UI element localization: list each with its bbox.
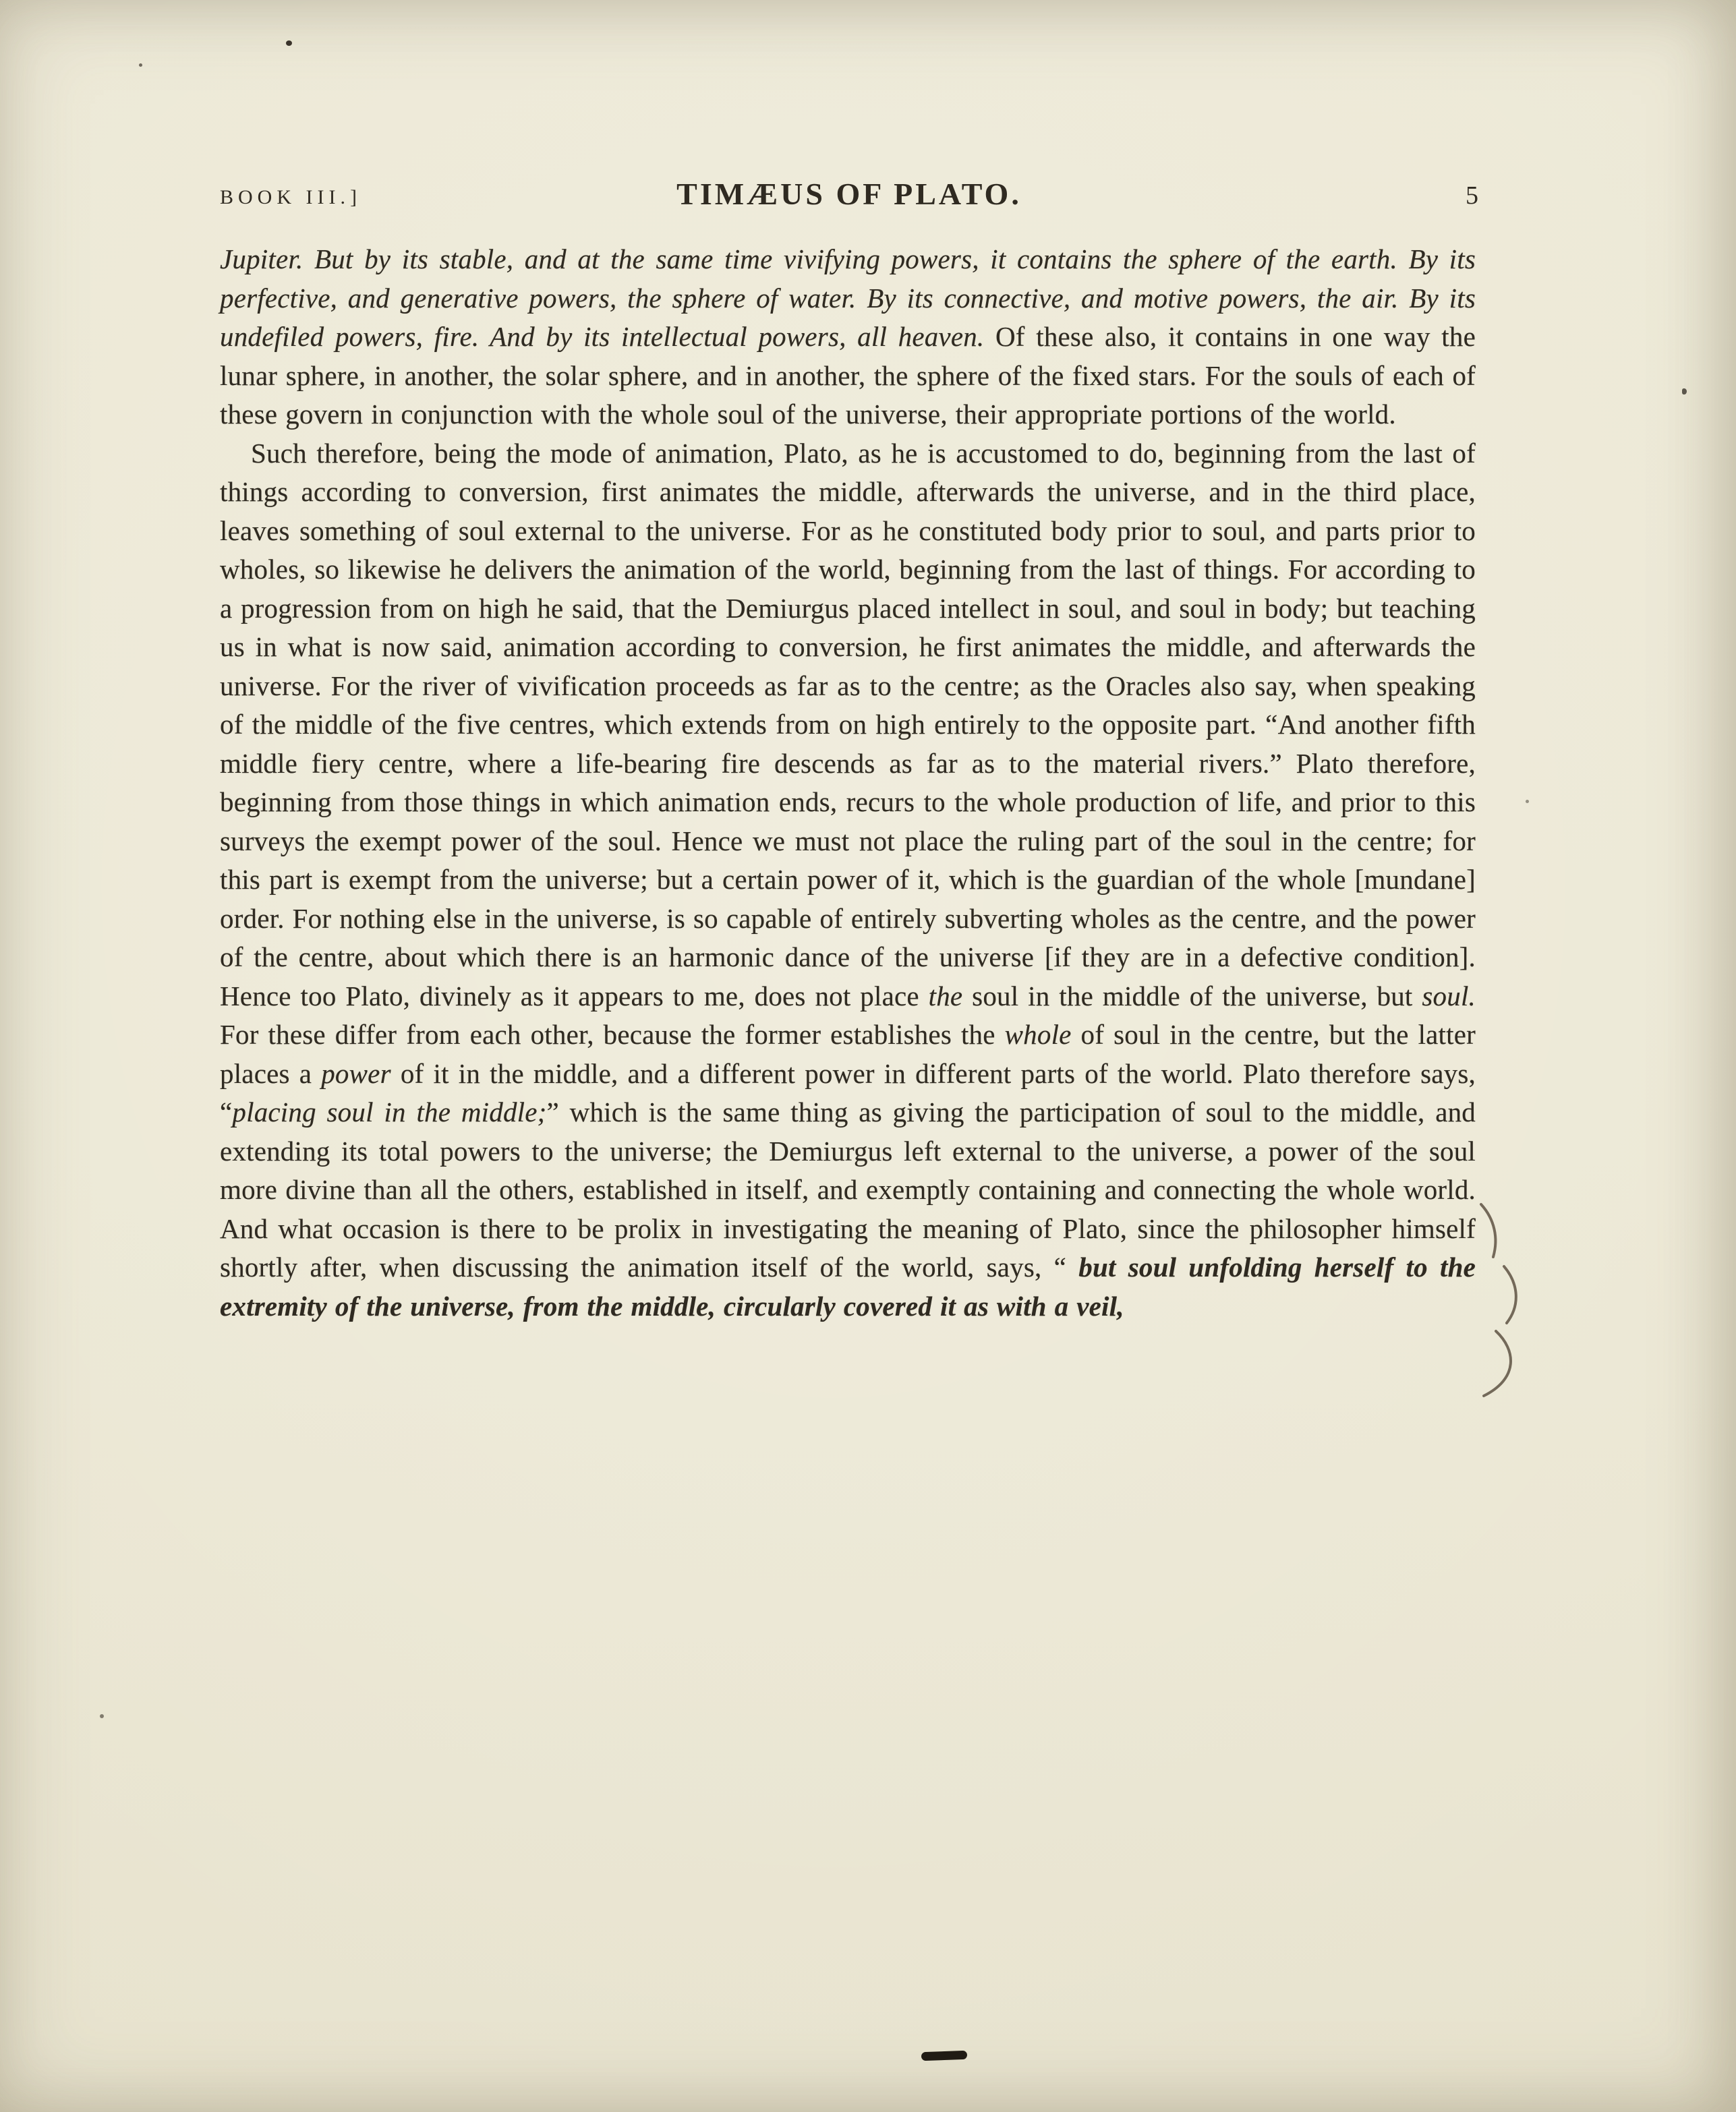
- page-number: 5: [1466, 181, 1478, 210]
- text-run: of soul in the centre, but the latter places a: [220, 1019, 1476, 1089]
- text-run: Of these also, it contains in one way the lunar sphere, in another, the solar sphere, and in another, the sphere of the fixed stars. For the souls of each of these govern in conjunction with the whole soul of the universe, their appropriate portions of the world.: [220, 321, 1476, 430]
- text-run: ” which is the same thing as giving the participation of soul to the middle, and extending its total powers to the universe; the Demiurgus left external to the universe, a power of the soul more divine than all the others, established in itself, and exemptly containing and connecting the whole world. And what occasion is there to be prolix in investigating the meaning of Plato, since the philosopher himself shortly after, when discussing the animation itself of the world, says, “: [220, 1096, 1476, 1283]
- page-header: [220, 166, 1478, 209]
- paragraph: [220, 240, 1476, 434]
- text-run: but soul unfolding herself to the extremity of the universe, from the middle, circularly covered it as with a veil,: [220, 1252, 1476, 1322]
- text-run: whole: [1004, 1019, 1072, 1050]
- text-run: the: [928, 980, 963, 1011]
- scan-speck: [100, 1714, 104, 1718]
- scan-speck: [139, 63, 142, 67]
- text-run: power: [321, 1057, 391, 1089]
- paragraph: [220, 434, 1476, 1326]
- text-run: soul in the middle of the universe, but: [962, 980, 1422, 1011]
- text-run: placing soul in the middle;: [232, 1096, 547, 1127]
- margin-pen-annotation: [1469, 1199, 1557, 1401]
- text-run: Jupiter. But by its stable, and at the same time vivifying powers, it contains the sphere of the earth. By its perfective, and generative powers, the sphere of water. By its connective, and motive powers, the air. By its undefiled powers, fire. And by its intellectual powers, all heaven.: [220, 243, 1476, 352]
- text-run: of it in the middle, and a different power in different parts of the world. Plato therefore says, “: [220, 1057, 1476, 1127]
- text-run: soul.: [1422, 980, 1476, 1011]
- text-run: Such therefore, being the mode of animation, Plato, as he is accustomed to do, beginning from the last of things according to conversion, first animates the middle, afterwards the universe, and in the third place, leaves something of soul external to the universe. For as he constituted body prior to soul, and parts prior to wholes, so likewise he delivers the animation of the world, beginning from the last of things. For according to a progression from on high he said, that the Demiurgus placed intellect in soul, and soul in body; but teaching us in what is now said, animation according to conversion, he first animates the middle, and afterwards the universe. For the river of vivification proceeds as far as to the centre; as the Oracles also say, when speaking of the middle of the five centres, which extends from on high entirely to the opposite part. “And another fifth middle fiery centre, where a life-bearing fire descends as far as to the material rivers.” Plato therefore, beginning from those things in which animation ends, recurs to the whole production of life, and prior to this surveys the exempt power of the soul. Hence we must not place the ruling part of the soul in the centre; for this part is exempt from the universe; but a certain power of it, which is the guardian of the whole [mundane] order. For nothing else in the universe, is so capable of entirely subverting wholes as the centre, and the power of the centre, about which there is an harmonic dance of the universe [if they are in a defective condition]. Hence too Plato, divinely as it appears to me, does not place: [220, 437, 1476, 1011]
- scan-speck: [286, 40, 292, 46]
- scan-speck: [1526, 800, 1529, 803]
- scan-ink-dash: [921, 2051, 967, 2061]
- book-label: BOOK III.]: [220, 186, 361, 208]
- page-title: TIMÆUS OF PLATO.: [676, 177, 1022, 211]
- text-run: For these differ from each other, because the former establishes the: [220, 1019, 1005, 1050]
- scan-speck: [1682, 388, 1687, 394]
- page-body: [220, 240, 1476, 1326]
